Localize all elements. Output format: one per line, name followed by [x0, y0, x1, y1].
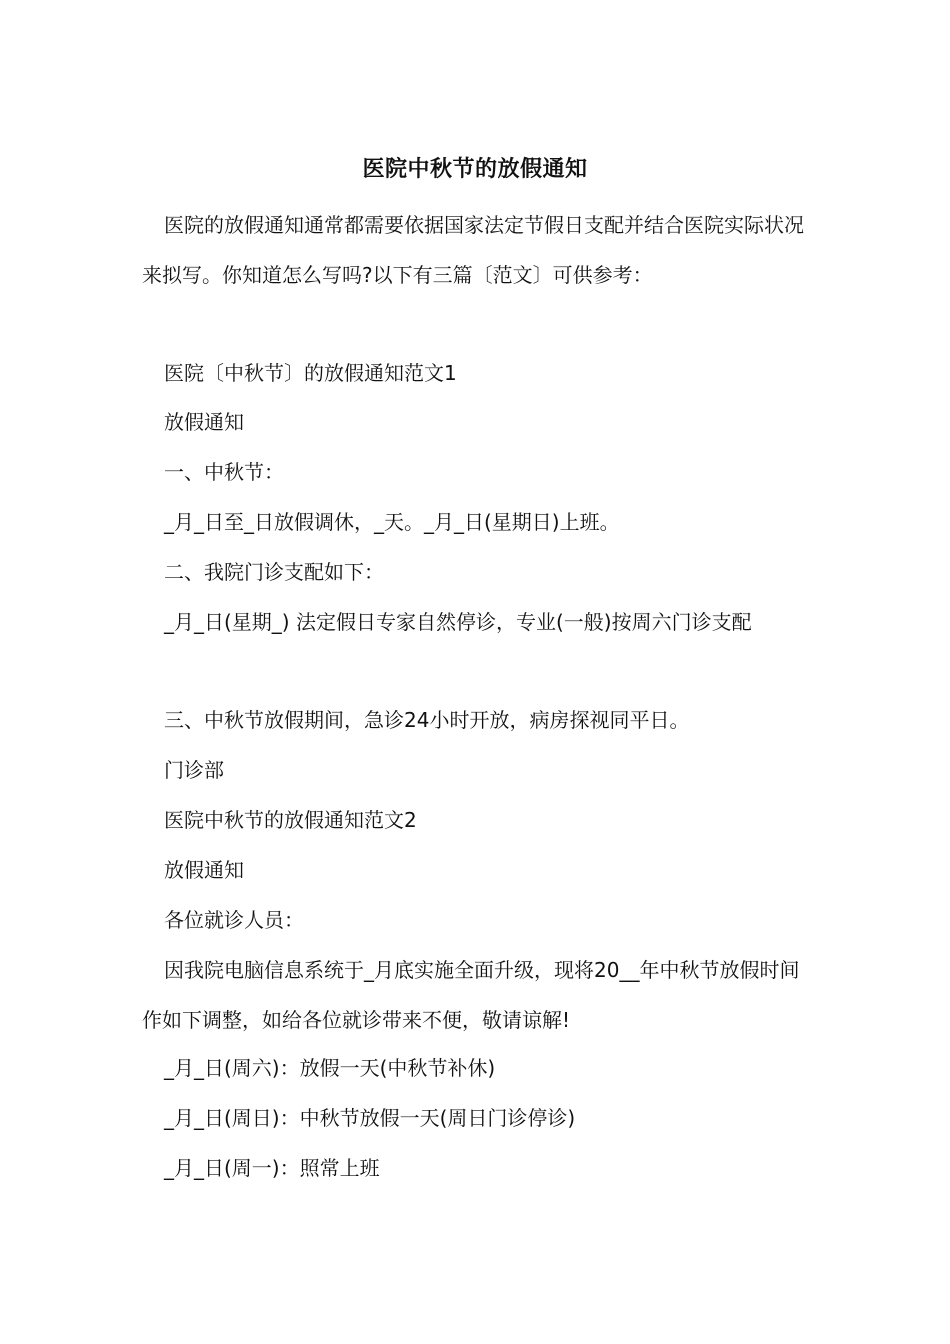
sample-2-heading: 医院中秋节的放假通知范文2 — [164, 808, 417, 832]
sample-1-item-2: 二、我院门诊支配如下： — [164, 560, 384, 584]
sample-2-schedule-saturday: _月_日(周六)：放假一天(中秋节补休) — [164, 1056, 496, 1080]
intro-paragraph: 医院的放假通知通常都需要依据国家法定节假日支配并结合医院实际状况来拟写。你知道怎么写吗?以下有三篇〔范文〕可供参考： — [142, 213, 804, 287]
sample-1-signature: 门诊部 — [164, 758, 224, 782]
document-title: 医院中秋节的放假通知 — [362, 157, 588, 182]
sample-1-notice-title: 放假通知 — [164, 410, 244, 434]
sample-1-item-3: 三、中秋节放假期间，急诊24小时开放，病房探视同平日。 — [164, 708, 690, 732]
sample-2-body: 因我院电脑信息系统于_月底实施全面升级，现将20__年中秋节放假时间作如下调整，如给各位就诊带来不便，敬请谅解! — [142, 958, 800, 1032]
sample-2-schedule-sunday: _月_日(周日)：中秋节放假一天(周日门诊停诊) — [164, 1106, 576, 1130]
sample-2-notice-title: 放假通知 — [164, 858, 244, 882]
sample-1-item-2-detail: _月_日(星期_) 法定假日专家自然停诊，专业(一般)按周六门诊支配 — [164, 610, 752, 634]
sample-2-schedule-monday: _月_日(周一)：照常上班 — [164, 1156, 380, 1180]
sample-1-item-1-detail: _月_日至_日放假调休，_天。_月_日(星期日)上班。 — [164, 510, 620, 534]
sample-1-item-1: 一、中秋节： — [164, 460, 284, 484]
sample-2-salutation: 各位就诊人员： — [164, 908, 304, 932]
sample-1-heading: 医院〔中秋节〕的放假通知范文1 — [164, 361, 457, 385]
